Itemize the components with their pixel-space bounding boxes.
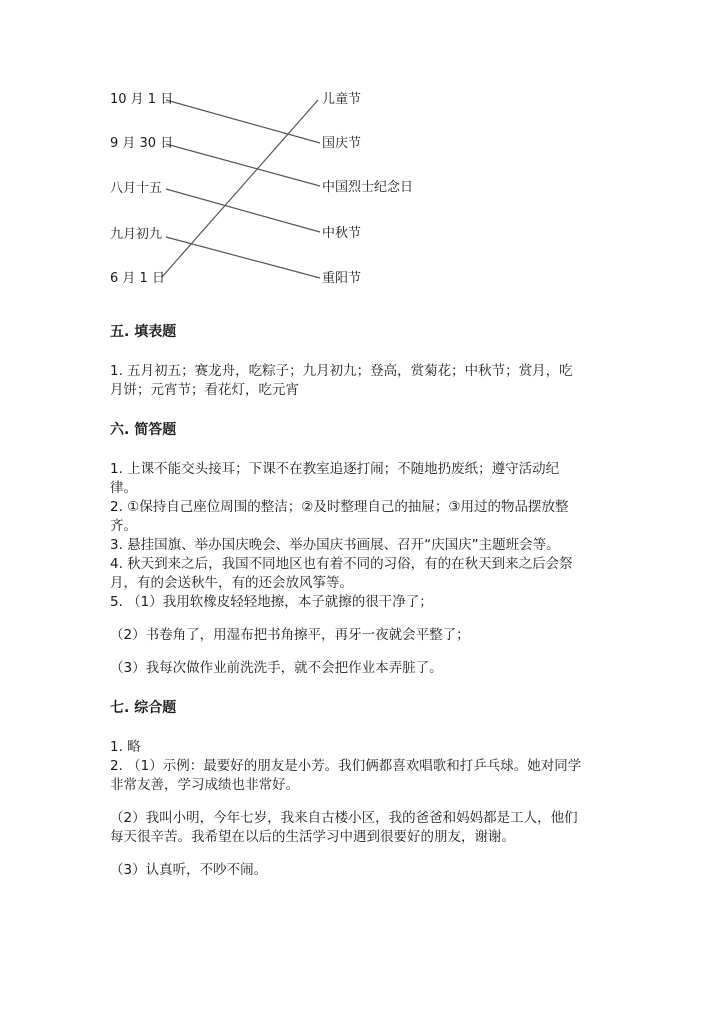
answer-line: 月饼；元宵节；看花灯，吃元宵: [110, 382, 299, 398]
answer-line: 1. 略: [110, 739, 141, 755]
left-item: 6 月 1 日: [110, 271, 165, 286]
answer-line: （3）认真听，不吵不闹。: [110, 862, 268, 878]
answer-content: [110, 322, 610, 880]
answer-line: 律。: [110, 480, 137, 496]
answer-line: （2）书卷角了，用湿布把书角擦平，再牙一夜就会平整了；: [110, 627, 470, 643]
left-item: 10 月 1 日: [110, 92, 174, 107]
left-item: 八月十五: [110, 181, 163, 196]
right-item: 国庆节: [322, 136, 362, 151]
answer-line: 非常友善，学习成绩也非常好。: [110, 777, 299, 793]
answer-line: （3）我每次做作业前洗洗手，就不会把作业本弄脏了。: [110, 660, 443, 676]
section-title: 七. 综合题: [110, 700, 177, 716]
left-item: 9 月 30 日: [110, 136, 174, 151]
match-line: [166, 189, 320, 232]
right-item: 重阳节: [322, 271, 362, 286]
section-title: 六. 简答题: [110, 422, 177, 438]
right-item: 中秋节: [322, 226, 362, 241]
match-line: [166, 237, 320, 278]
answer-line: 4. 秋天到来之后，我国不同地区也有着不同的习俗，有的在秋天到来之后会祭: [110, 556, 573, 572]
answer-line: 每天很辛苦。我希望在以后的生活学习中遇到很要好的朋友，谢谢。: [110, 829, 515, 845]
match-line: [162, 100, 318, 277]
section-title: 五. 填表题: [110, 324, 177, 340]
answer-line: 月，有的会送秋牛，有的还会放风筝等。: [110, 575, 353, 591]
answer-line: 2. ①保持自己座位周围的整洁；②及时整理自己的抽屉；③用过的物品摆放整: [110, 499, 569, 515]
answer-line: 齐。: [110, 518, 137, 534]
match-line: [166, 144, 320, 186]
answer-line: （2）我叫小明，今年七岁，我来自古楼小区，我的爸爸和妈妈都是工人，他们: [110, 810, 578, 826]
matching-exercise: [0, 0, 720, 300]
answer-line: 1. 五月初五；赛龙舟，吃粽子；九月初九；登高，赏菊花；中秋节；赏月，吃: [110, 363, 573, 379]
answer-line: 5. （1）我用软橡皮轻轻地擦，本子就擦的很干净了；: [110, 594, 433, 610]
right-item: 中国烈士纪念日: [322, 180, 414, 195]
answer-line: 1. 上课不能交头接耳；下课不在教室追逐打闹；不随地扔废纸；遵守活动纪: [110, 461, 560, 477]
answer-line: 3. 悬挂国旗、举办国庆晚会、举办国庆书画展、召开“庆国庆”主题班会等。: [110, 537, 560, 553]
left-item: 九月初九: [110, 227, 163, 242]
match-line: [166, 100, 320, 143]
right-item: 儿童节: [322, 92, 362, 107]
answer-line: 2. （1）示例：最要好的朋友是小芳。我们俩都喜欢唱歌和打乒乓球。她对同学: [110, 758, 582, 774]
